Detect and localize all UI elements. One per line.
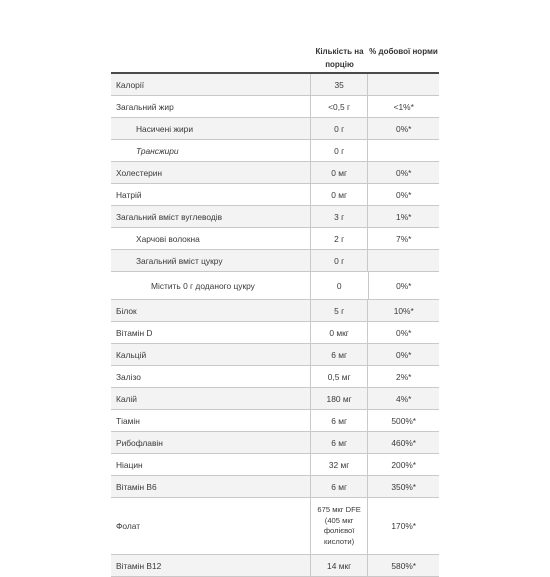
nutrient-amount: 3 г [310, 206, 368, 227]
nutrient-amount: 6 мг [310, 432, 368, 453]
nutrient-dv: 580%* [367, 555, 439, 576]
nutrient-name: Залізо [116, 371, 141, 382]
nutrient-name: Рибофлавін [116, 437, 163, 448]
nutrient-amount: 0 г [310, 118, 368, 139]
table-row [111, 344, 439, 366]
table-row [111, 300, 439, 322]
table-row [111, 388, 439, 410]
nutrient-dv: 2%* [367, 366, 439, 387]
table-row [111, 206, 439, 228]
nutrient-amount: 14 мкг [310, 555, 368, 576]
nutrient-dv: 0%* [367, 344, 439, 365]
nutrient-dv: 350%* [367, 476, 439, 497]
table-row [111, 140, 439, 162]
nutrient-name: Фолат [116, 521, 141, 531]
nutrient-amount: 2 г [310, 228, 368, 249]
table-row [111, 96, 439, 118]
nutrient-dv [367, 140, 439, 161]
table-row [111, 366, 439, 388]
nutrient-name: Кальцій [116, 349, 147, 360]
nutrient-amount: 6 мг [310, 476, 368, 497]
nutrient-amount: 0 [310, 272, 368, 299]
table-row [111, 322, 439, 344]
nutrient-name: Холестерин [116, 167, 163, 178]
nutrient-name: Загальний вміст вуглеводів [116, 211, 223, 222]
table-row [111, 184, 439, 206]
nutrient-amount: 675 мкг DFE (405 мкг фолієвої кислоти) [310, 498, 368, 554]
nutrient-dv: <1%* [367, 96, 439, 117]
nutrient-dv [367, 74, 439, 95]
nutrient-name: Ніацин [116, 459, 143, 470]
nutrient-name: Загальний вміст цукру [136, 255, 223, 266]
nutrient-name: Містить 0 г доданого цукру [151, 280, 255, 291]
nutrient-amount: 5 г [310, 300, 368, 321]
nutrient-dv: 500%* [367, 410, 439, 431]
table-row [111, 498, 439, 555]
nutrient-name: Загальний жир [116, 101, 174, 112]
table-row [111, 476, 439, 498]
nutrient-amount: 0 мг [310, 162, 368, 183]
nutrient-amount: 6 мг [310, 344, 368, 365]
nutrient-name: Трансжири [136, 145, 179, 156]
table-row [111, 250, 439, 272]
nutrient-name: Вітамін B6 [116, 481, 157, 492]
nutrient-dv: 1%* [367, 206, 439, 227]
table-row [111, 272, 439, 300]
nutrition-facts-table [111, 45, 439, 577]
nutrient-name: Калій [116, 393, 137, 404]
nutrient-name: Калорії [116, 79, 145, 90]
nutrient-dv: 170%* [367, 498, 439, 554]
table-row [111, 454, 439, 476]
nutrient-dv: 0%* [367, 184, 439, 205]
nutrient-dv: 0%* [368, 272, 440, 299]
nutrient-name: Білок [116, 305, 137, 316]
nutrient-amount: 0 г [310, 250, 368, 271]
nutrient-dv: 460%* [367, 432, 439, 453]
header-spacer [111, 45, 311, 72]
header-amount: Кількість на порцію [315, 47, 364, 69]
table-row [111, 74, 439, 96]
header-percent: % добової норми [369, 47, 438, 56]
table-row [111, 162, 439, 184]
nutrient-dv: 200%* [367, 454, 439, 475]
table-row [111, 410, 439, 432]
nutrient-dv: 0%* [367, 118, 439, 139]
nutrient-name: Вітамін B12 [116, 560, 162, 571]
nutrient-amount: 180 мг [310, 388, 368, 409]
nutrient-amount: 0,5 мг [310, 366, 368, 387]
table-header [111, 45, 439, 72]
table-row [111, 118, 439, 140]
nutrient-amount: 0 мг [310, 184, 368, 205]
nutrient-amount: 6 мг [310, 410, 368, 431]
nutrient-name: Тіамін [116, 415, 140, 426]
table-row [111, 432, 439, 454]
nutrient-amount: 35 [310, 74, 368, 95]
nutrient-amount: 0 мкг [310, 322, 368, 343]
table-row [111, 228, 439, 250]
nutrient-dv: 10%* [367, 300, 439, 321]
nutrient-name: Харчові волокна [136, 233, 200, 244]
table-row [111, 555, 439, 577]
nutrient-amount: <0,5 г [310, 96, 368, 117]
nutrient-name: Вітамін D [116, 327, 153, 338]
nutrient-dv: 0%* [367, 162, 439, 183]
nutrient-dv: 0%* [367, 322, 439, 343]
nutrient-name: Натрій [116, 189, 142, 200]
nutrient-amount: 0 г [310, 140, 368, 161]
nutrient-dv: 4%* [367, 388, 439, 409]
nutrient-dv: 7%* [367, 228, 439, 249]
nutrient-name: Насичені жири [136, 123, 194, 134]
nutrient-amount: 32 мг [310, 454, 368, 475]
nutrient-dv [367, 250, 439, 271]
